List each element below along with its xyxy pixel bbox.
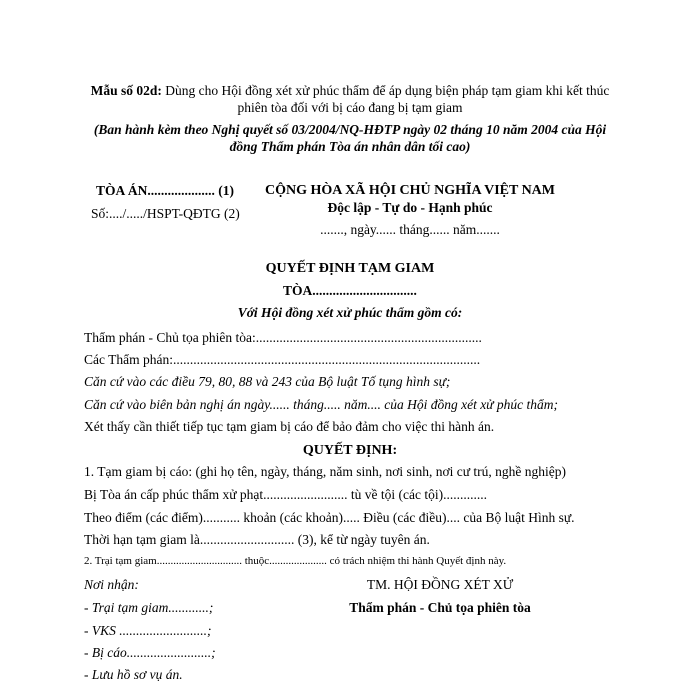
decision-item-2: 2. Trại tạm giam............................... thuộc..................... có trách nhiệm thi hành Quyết định này. [84,555,507,567]
decision-item-1-law: Theo điểm (các điểm)........... khoản (các khoản)..... Điều (các điều).... của Bộ luật Hình sự. [84,510,575,525]
national-title: CỘNG HÒA XÃ HỘI CHỦ NGHĨA VIỆT NAM [264,183,555,198]
form-description-line2: phiên tòa đối với bị cáo đang bị tạm giam [237,100,463,115]
page-title: QUYẾT ĐỊNH TẠM GIAM [265,261,435,276]
court-name: TÒA ÁN.................... (1) [96,183,234,198]
date-line: ......., ngày...... tháng...... năm....... [320,222,500,237]
decision-item-1-sentence: Bị Tòa án cấp phúc thẩm xử phạt......................... tù về tội (các tội)............. [84,487,487,502]
issued-note-line1: (Ban hành kèm theo Nghị quyết số 03/2004/NQ-HĐTP ngày 02 tháng 10 năm 2004 của Hội [93,122,607,137]
decision-item-1-duration: Thời hạn tạm giam là............................ (3), kể từ ngày tuyên án. [84,532,430,547]
signature-title: Thẩm phán - Chủ tọa phiên tòa [349,600,531,615]
recipient-item: - Lưu hồ sơ vụ án. [84,667,183,682]
issued-note-line2: đồng Thẩm phán Tòa án nhân dân tối cao) [229,139,471,154]
legal-basis-1: Căn cứ vào các điều 79, 80, 88 và 243 của Bộ luật Tố tụng hình sự; [84,374,451,389]
decision-number: Số:..../...../HSPT-QĐTG (2) [91,206,240,221]
legal-basis-2: Căn cứ vào biên bản nghị án ngày...... tháng..... năm.... của Hội đồng xét xử phúc thẩm; [84,397,559,412]
decision-item-1: 1. Tạm giam bị cáo: (ghi họ tên, ngày, tháng, năm sinh, nơi sinh, nơi cư trú, nghề nghiệp) [84,464,567,479]
recipient-item: - Bị cáo.........................; [84,645,216,660]
recipients-label: Nơi nhận: [84,577,139,592]
form-description-line1 [40,83,660,100]
signature-org: TM. HỘI ĐỒNG XÉT XỬ [366,577,514,592]
form-description-text: Dùng cho Hội đồng xét xử phúc thẩm để áp dụng biện pháp tạm giam khi kết thúc [165,83,610,98]
presiding-judge-line: Thẩm phán - Chủ tọa phiên tòa:................................................................... [84,330,482,345]
recipient-item: - VKS ..........................; [84,623,212,638]
form-number: Mẫu số 02d: [90,83,162,98]
judges-line: Các Thẩm phán:........................................................................................... [84,352,481,367]
decision-heading: QUYẾT ĐỊNH: [302,443,398,458]
consideration-line: Xét thấy cần thiết tiếp tục tạm giam bị cáo để bảo đảm cho việc thi hành án. [84,419,495,434]
national-motto: Độc lập - Tự do - Hạnh phúc [327,200,493,215]
recipient-item: - Trại tạm giam............; [84,600,214,615]
court-title: TÒA............................... [283,283,417,298]
panel-heading: Với Hội đồng xét xử phúc thẩm gồm có: [237,305,463,320]
